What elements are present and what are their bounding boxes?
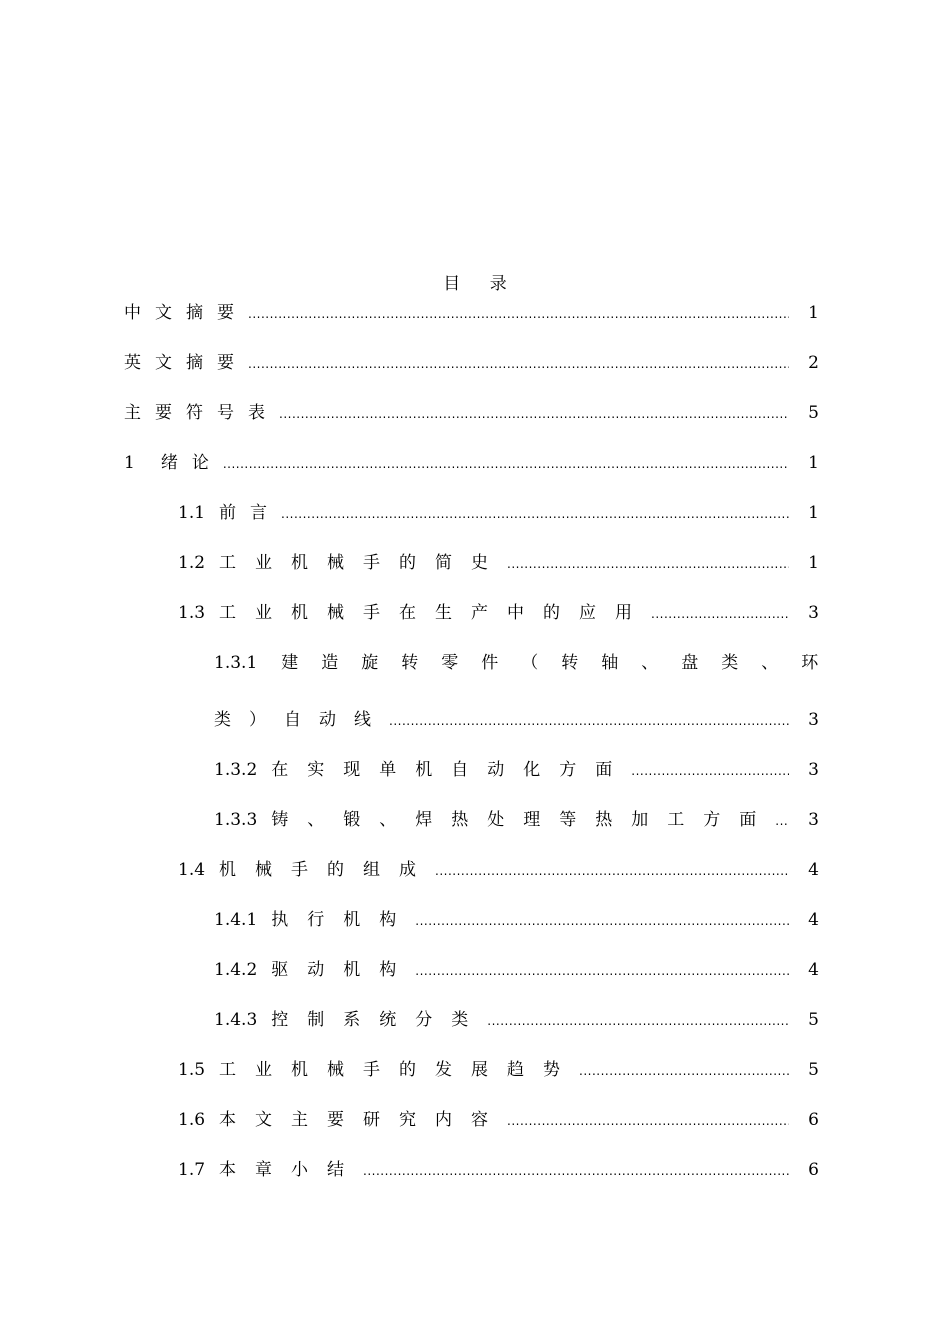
- toc-entry-1-3[interactable]: [178, 600, 819, 626]
- toc-entry-page: 6: [808, 1160, 819, 1180]
- dot-leader: [223, 455, 789, 473]
- toc-entry-page: 6: [808, 1110, 819, 1130]
- toc-entry-title: 主要符号表: [124, 403, 279, 423]
- toc-entry-title: 执行机构: [271, 910, 416, 930]
- toc-entry-1-4-2[interactable]: [214, 957, 819, 983]
- dot-leader: [507, 555, 789, 573]
- dot-leader: [415, 912, 789, 930]
- dot-leader: [487, 1012, 789, 1030]
- toc-entry-1-3-3[interactable]: [214, 807, 819, 833]
- toc-entry-number: 1.2: [178, 553, 206, 573]
- toc-entry-1-1[interactable]: [178, 500, 819, 526]
- toc-entry-title: 中文摘要: [124, 303, 248, 323]
- toc-entry-chinese-abstract[interactable]: [124, 300, 819, 326]
- toc-entry-title: 控制系统分类: [271, 1010, 488, 1030]
- toc-entry-page: 1: [808, 303, 819, 323]
- dot-leader: [507, 1112, 789, 1130]
- toc-entry-number: 1.4: [178, 860, 206, 880]
- toc-entry-title: 工业机械手的发展趋势: [219, 1060, 580, 1080]
- dot-leader: [248, 305, 789, 323]
- toc-entry-number: 1.4.3: [214, 1010, 258, 1030]
- toc-entry-1-4[interactable]: [178, 857, 819, 883]
- toc-entry-title: 英文摘要: [124, 353, 248, 373]
- dot-leader: [281, 505, 789, 523]
- toc-entry-title: 本章小结: [219, 1160, 364, 1180]
- dot-leader: [415, 962, 789, 980]
- toc-entry-title: 绪论: [160, 453, 223, 473]
- toc-entry-number: 1.3: [178, 603, 206, 623]
- toc-entry-title: 在实现单机自动化方面: [271, 760, 632, 780]
- toc-entry-title: 驱动机构: [271, 960, 416, 980]
- dot-leader: [248, 355, 789, 373]
- toc-entry-english-abstract[interactable]: [124, 350, 819, 376]
- toc-entry-page: 5: [808, 403, 819, 423]
- toc-entry-page: 4: [808, 960, 819, 980]
- toc-entry-number: 1.4.2: [214, 960, 258, 980]
- toc-entry-title-line2: 类）自动线: [214, 710, 389, 730]
- toc-entry-page: 4: [808, 860, 819, 880]
- toc-entry-number: 1.1: [178, 503, 206, 523]
- dot-leader: [363, 1162, 789, 1180]
- toc-entry-1-2[interactable]: [178, 550, 819, 576]
- toc-entry-page: 3: [808, 710, 819, 730]
- toc-entry-title: 前言: [219, 503, 282, 523]
- toc-entry-number: 1: [124, 453, 135, 473]
- toc-entry-1-4-3[interactable]: [214, 1007, 819, 1033]
- toc-entry-title: 本文主要研究内容: [219, 1110, 508, 1130]
- toc-entry-1-5[interactable]: [178, 1057, 819, 1083]
- toc-entry-page: 2: [808, 353, 819, 373]
- toc-entry-number: 1.3.3: [214, 810, 258, 830]
- toc-entry-symbols[interactable]: [124, 400, 819, 426]
- dot-leader: [579, 1062, 789, 1080]
- toc-entry-page: 1: [808, 503, 819, 523]
- toc-entry-page: 1: [808, 453, 819, 473]
- toc-entry-1-4-1[interactable]: [214, 907, 819, 933]
- toc-entry-page: 3: [808, 760, 819, 780]
- dot-leader: [435, 862, 789, 880]
- dot-leader: [775, 812, 789, 830]
- toc-entry-1-3-2[interactable]: [214, 757, 819, 783]
- dot-leader: [631, 762, 789, 780]
- toc-entry-page: 3: [808, 810, 819, 830]
- toc-entry-title: 工业机械手的简史: [219, 553, 508, 573]
- toc-entry-page: 4: [808, 910, 819, 930]
- toc-entry-1-7[interactable]: [178, 1157, 819, 1183]
- toc-heading: 目 录: [443, 274, 519, 294]
- dot-leader: [389, 712, 789, 730]
- toc-entry-title: 工业机械手在生产中的应用: [219, 603, 652, 623]
- toc-entry-number: 1.6: [178, 1110, 206, 1130]
- toc-entry-page: 5: [808, 1010, 819, 1030]
- toc-entry-1-3-1-line1[interactable]: [214, 650, 842, 676]
- toc-entry-page: 1: [808, 553, 819, 573]
- toc-entry-title-line1: 建造旋转零件（转轴、盘类、环: [281, 653, 842, 673]
- dot-leader: [279, 405, 789, 423]
- toc-entry-number: 1.4.1: [214, 910, 258, 930]
- toc-entry-1-3-1-line2[interactable]: [214, 707, 819, 733]
- toc-entry-number: 1.3.1: [214, 653, 258, 673]
- toc-entry-title: 机械手的组成: [219, 860, 436, 880]
- toc-entry-title: 铸、锻、焊热处理等热加工方面: [271, 810, 776, 830]
- toc-entry-1-6[interactable]: [178, 1107, 819, 1133]
- toc-entry-number: 1.5: [178, 1060, 206, 1080]
- toc-entry-page: 3: [808, 603, 819, 623]
- dot-leader: [651, 605, 789, 623]
- toc-entry-number: 1.3.2: [214, 760, 258, 780]
- toc-entry-chapter-1[interactable]: [124, 450, 819, 476]
- toc-entry-page: 5: [808, 1060, 819, 1080]
- toc-entry-number: 1.7: [178, 1160, 206, 1180]
